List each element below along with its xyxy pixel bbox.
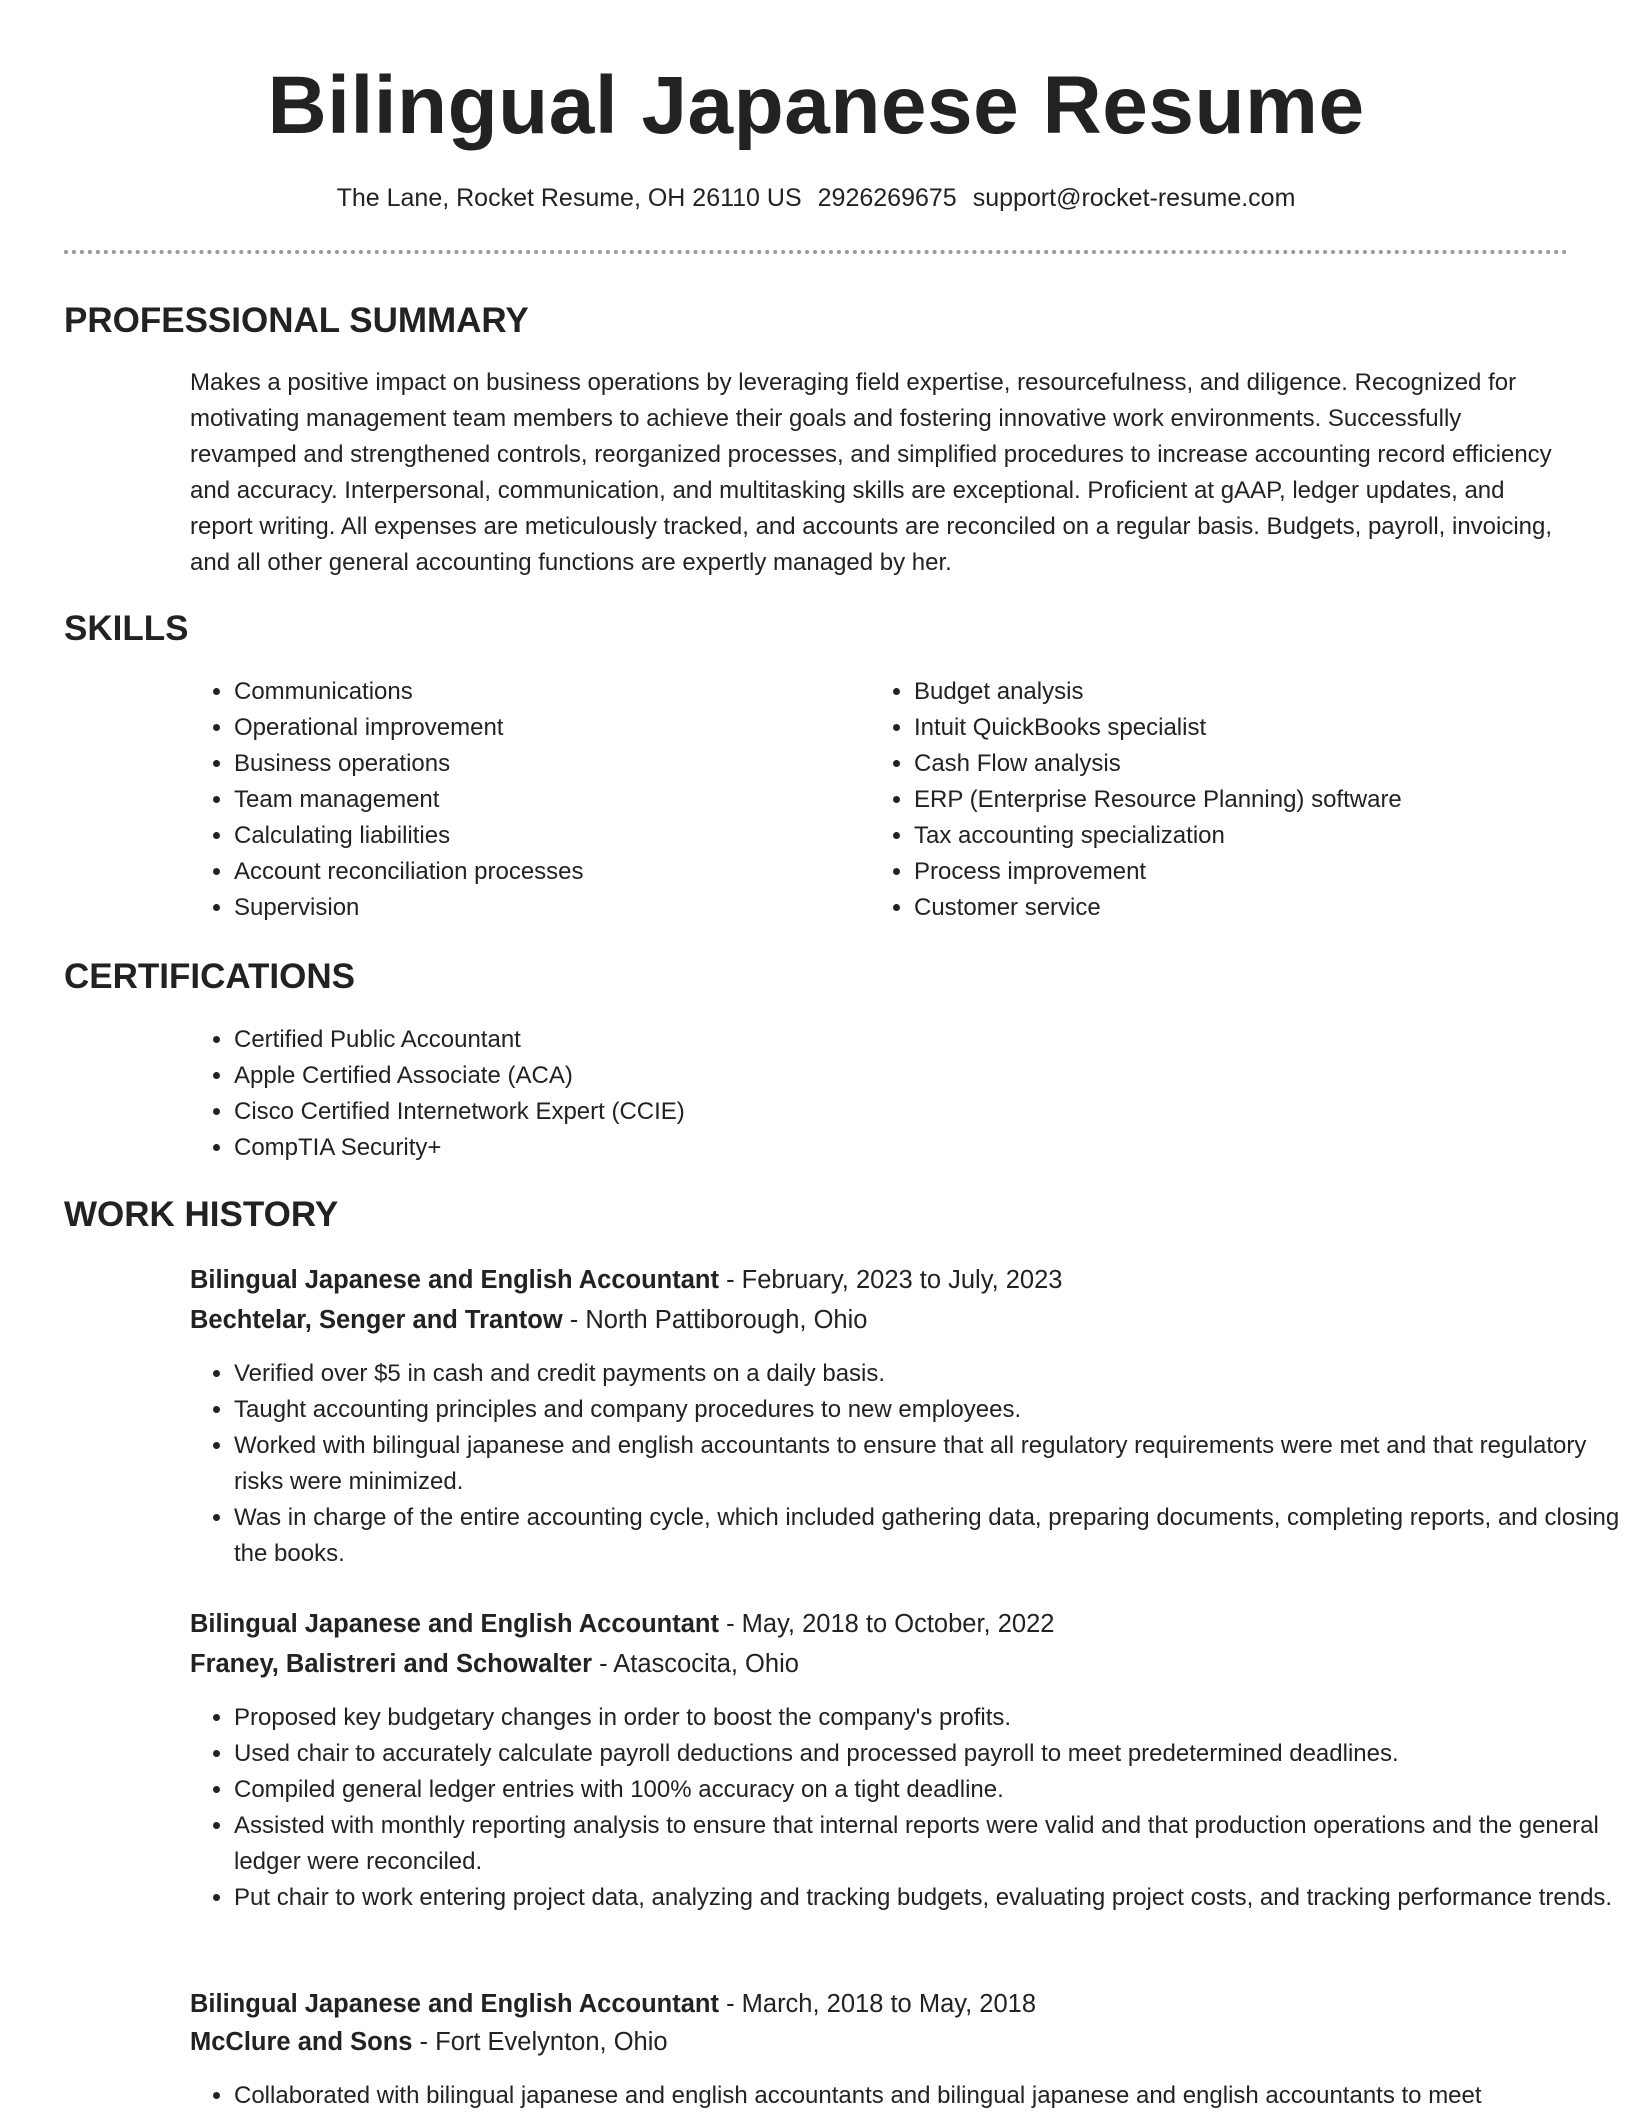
- job-company: Bechtelar, Senger and Trantow: [190, 1306, 563, 1334]
- contact-email: support@rocket-resume.com: [972, 184, 1296, 212]
- skills-heading: SKILLS: [64, 609, 189, 648]
- job-title-line: [190, 1262, 1062, 1298]
- job-bullet: • Proposed key budgetary changes in order to boost the company's profits.: [234, 1700, 1632, 1736]
- job-bullet: • Taught accounting principles and company procedures to new employees.: [234, 1392, 1632, 1428]
- job-title-line: [190, 1986, 1036, 2022]
- certification-item: • CompTIA Security+: [234, 1130, 1234, 1166]
- skill-item: • Customer service: [914, 890, 1594, 926]
- skills-list-right: [870, 674, 1594, 926]
- job-bullets: [190, 2078, 1632, 2114]
- certification-item: • Apple Certified Associate (ACA): [234, 1058, 1234, 1094]
- job-bullets: [190, 1700, 1632, 1916]
- contact-line: [64, 182, 1568, 214]
- job-title-line: [190, 1606, 1054, 1642]
- job-company: Franey, Balistreri and Schowalter: [190, 1650, 592, 1678]
- job-bullet: • Was in charge of the entire accounting cycle, which included gathering data, preparing documents, completing reports, and closing the books.: [234, 1500, 1632, 1572]
- skill-item: • Budget analysis: [914, 674, 1594, 710]
- skill-item: • Account reconciliation processes: [234, 854, 854, 890]
- skill-item: • Intuit QuickBooks specialist: [914, 710, 1594, 746]
- job-bullet: • Put chair to work entering project data, analyzing and tracking budgets, evaluating project costs, and tracking performance trends.: [234, 1880, 1632, 1916]
- job-company-line: [190, 1302, 867, 1338]
- work-history-heading: WORK HISTORY: [64, 1195, 339, 1234]
- job-company-line: [190, 2024, 668, 2060]
- summary-heading: PROFESSIONAL SUMMARY: [64, 301, 529, 340]
- skills-list-left: [190, 674, 854, 926]
- certifications-list: [190, 1022, 1234, 1166]
- summary-text: Makes a positive impact on business operations by leveraging field expertise, resourcefulness, and diligence. Recognized for motivating management team members to achieve their goals and fostering innovative work environments. Successfully revamped and strengthened controls, reorganized processes, and simplified procedures to increase accounting record efficiency and accuracy. Interpersonal, communication, and multitasking skills are exceptional. Proficient at gAAP, ledger updates, and report writing. All expenses are meticulously tracked, and accounts are reconciled on a regular basis. Budgets, payroll, invoicing, and all other general accounting functions are expertly managed by her.: [190, 369, 1553, 576]
- certifications-heading: CERTIFICATIONS: [64, 957, 356, 996]
- skill-item: • Tax accounting specialization: [914, 818, 1594, 854]
- contact-address: The Lane, Rocket Resume, OH 26110 US: [336, 184, 802, 212]
- job-role: Bilingual Japanese and English Accountant: [190, 1610, 719, 1638]
- job-bullet: • Used chair to accurately calculate payroll deductions and processed payroll to meet predetermined deadlines.: [234, 1736, 1632, 1772]
- certification-item: • Cisco Certified Internetwork Expert (CCIE): [234, 1094, 1234, 1130]
- job-bullet: • Assisted with monthly reporting analysis to ensure that internal reports were valid and that production operations and the general ledger were reconciled.: [234, 1808, 1632, 1880]
- resume-page: [64, 0, 1620, 2109]
- job-bullet: • Verified over $5 in cash and credit payments on a daily basis.: [234, 1356, 1632, 1392]
- job-bullet: • Worked with bilingual japanese and english accountants to ensure that all regulatory requirements were met and that regulatory risks were minimized.: [234, 1428, 1632, 1500]
- skill-item: • Calculating liabilities: [234, 818, 854, 854]
- job-dates: - March, 2018 to May, 2018: [718, 1990, 1037, 2018]
- job-dates: - February, 2023 to July, 2023: [718, 1266, 1063, 1294]
- job-company-line: [190, 1646, 799, 1682]
- job-bullet: • Compiled general ledger entries with 100% accuracy on a tight deadline.: [234, 1772, 1632, 1808]
- job-location: - North Pattiborough, Ohio: [562, 1306, 868, 1334]
- skill-item: • Process improvement: [914, 854, 1594, 890]
- skill-item: • Business operations: [234, 746, 854, 782]
- job-bullets: [190, 1356, 1632, 1572]
- skill-item: • Team management: [234, 782, 854, 818]
- job-role: Bilingual Japanese and English Accountant: [190, 1990, 719, 2018]
- skill-item: • Supervision: [234, 890, 854, 926]
- skill-item: • Operational improvement: [234, 710, 854, 746]
- job-location: - Atascocita, Ohio: [592, 1650, 799, 1678]
- job-location: - Fort Evelynton, Ohio: [412, 2028, 668, 2056]
- job-role: Bilingual Japanese and English Accountant: [190, 1266, 719, 1294]
- skill-item: • Cash Flow analysis: [914, 746, 1594, 782]
- job-bullet: • Collaborated with bilingual japanese and english accountants and bilingual japanese and english accountants to meet: [234, 2078, 1632, 2114]
- skill-item: • ERP (Enterprise Resource Planning) software: [914, 782, 1594, 818]
- resume-title: Bilingual Japanese Resume: [267, 60, 1365, 151]
- job-dates: - May, 2018 to October, 2022: [718, 1610, 1055, 1638]
- contact-phone: 2926269675: [817, 184, 957, 212]
- skill-item: • Communications: [234, 674, 854, 710]
- header-divider: [64, 250, 1568, 254]
- job-company: McClure and Sons: [190, 2028, 413, 2056]
- certification-item: • Certified Public Accountant: [234, 1022, 1234, 1058]
